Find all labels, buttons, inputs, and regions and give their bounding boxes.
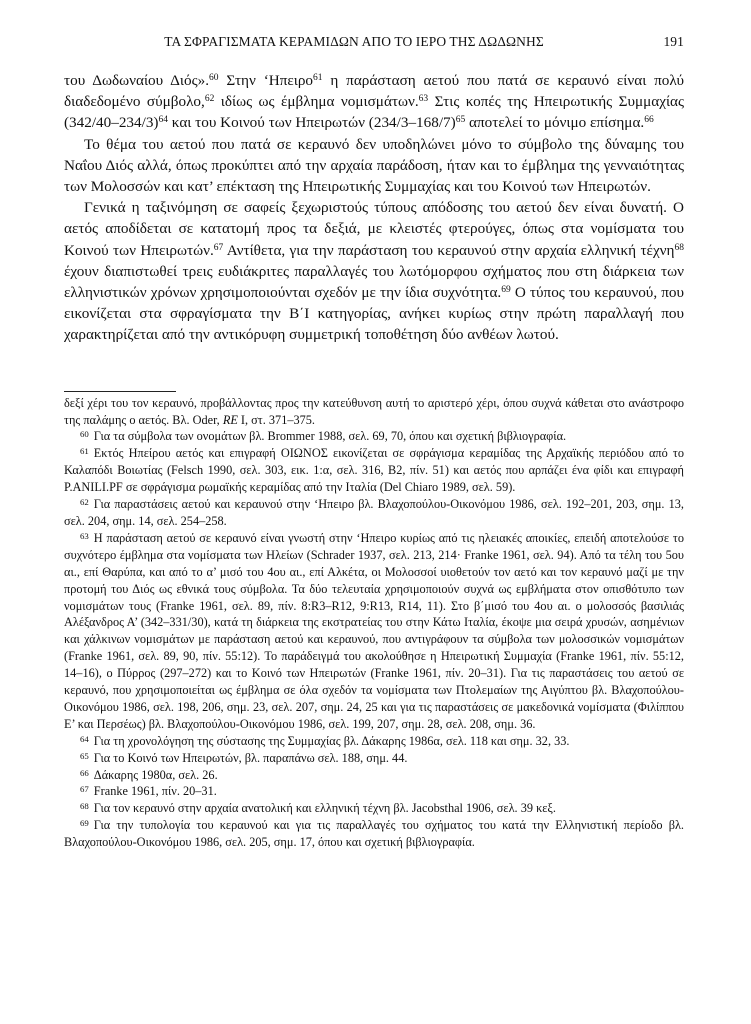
footnote-number-69: 69 bbox=[80, 818, 89, 829]
footnote-text-62: Για παραστάσεις αετού και κεραυνού στην ‘Ηπειρο βλ. Βλαχοπούλου-Οικονόμου 1986, σελ. 192–201, 203, σημ. 13, σελ. 204, σημ. 14, σελ. 254–258. bbox=[64, 497, 684, 528]
footnote-number-60: 60 bbox=[80, 429, 89, 440]
p1-text-7: αποτελεί το μόνιμο επίσημα. bbox=[465, 114, 645, 132]
footnote-63 bbox=[64, 530, 684, 733]
footnote-ref-61[interactable]: 61 bbox=[313, 73, 323, 83]
p1-text-2: Στην ‘Ηπειρο bbox=[218, 72, 314, 89]
fn-cont-text-1: δεξί χέρι του τον κεραυνό, προβάλλοντας προς την κατεύθυνση αυτή το αριστερό χέρι, όπου συχνά κάθεται στο ανάστροφο της παλάμης ο αετός. Βλ. Oder, bbox=[64, 395, 684, 427]
p3-text-1: Γενικά η ταξινόμηση σε σαφείς ξεχωριστούς τύπους απόδοσης του αετού δεν είναι δυνατή. Ο αετός αποδίδεται σε κατατομή προς τα δεξιά, με κλειστές φτερούγες, όπως στα νομίσματα του Κοινού των Ηπειρωτών. bbox=[64, 199, 684, 259]
footnotes bbox=[64, 395, 684, 851]
p1-text-6: και του Κοινού των Ηπειρωτών (234/3–168/7) bbox=[168, 114, 456, 132]
footnote-ref-66[interactable]: 66 bbox=[644, 115, 654, 126]
footnote-text-60: Για τα σύμβολα των ονομάτων βλ. Brommer 1988, σελ. 69, 70, όπου και σχετική βιβλιογραφία. bbox=[93, 429, 567, 444]
footnote-ref-68[interactable]: 68 bbox=[674, 242, 684, 253]
book-page bbox=[64, 34, 684, 851]
footnote-61 bbox=[64, 445, 684, 496]
footnote-number-66: 66 bbox=[80, 767, 89, 778]
main-text bbox=[64, 70, 684, 346]
footnote-text-66: Δάκαρης 1980α, σελ. 26. bbox=[93, 767, 218, 782]
footnote-ref-62[interactable]: 62 bbox=[204, 94, 215, 105]
footnote-text-64: Για τη χρονολόγηση της σύστασης της Συμμαχίας βλ. Δάκαρης 1986α, σελ. 118 και σημ. 32, 33. bbox=[93, 733, 570, 748]
paragraph-1 bbox=[64, 70, 684, 134]
footnote-text-61: Εκτός Ηπείρου αετός και επιγραφή ΟΙΩΝΟΣ εικονίζεται σε σφράγισμα κεραμίδας της Αρχαϊκής περιόδου από το Καλαπόδι Βοιωτίας (Felsch 1990, σελ. 303, εικ. 1:α, σελ. 316, Β2, πίν. 51) και αετός που αρπάζει ένα φίδι και επιγραφή P.ANILI.PF σε σφράγισμα ρωμαϊκής κεραμίδας από την Ιταλία (Del Chiaro 1989, σελ. 59). bbox=[64, 446, 684, 495]
footnote-number-61: 61 bbox=[80, 446, 89, 457]
footnote-separator bbox=[64, 391, 176, 392]
p3-text-4: Ο τύπος του κεραυνού, που εικονίζεται στα σφραγίσματα την Β΄Ι κατηγορίας, ανήκει κυρίως στην πρώτη παραλλαγή που χαρακτηρίζεται από την αντικόρυφη συμμετρική τοποθέτηση δύο ανθέων λωτού. bbox=[64, 284, 685, 344]
footnote-ref-65[interactable]: 65 bbox=[455, 115, 466, 126]
footnote-text-65: Για το Κοινό των Ηπειρωτών, βλ. παραπάνω σελ. 188, σημ. 44. bbox=[93, 750, 408, 765]
footnote-text-69: Για την τυπολογία του κεραυνού και για τις παραλλαγές του σχήματος του κατά την Ελληνιστική περίοδο βλ. Βλαχοπούλου-Οικονόμου 1986, σελ. 205, σημ. 17, όπου και σχετική βιβλιογραφία. bbox=[64, 818, 684, 850]
footnote-number-63: 63 bbox=[80, 530, 89, 541]
footnote-text-63: Η παράσταση αετού σε κεραυνό είναι γνωστή στην ‘Ηπειρο κυρίως από τις ηλειακές αποικίες, επειδή αποτελούσε το συχνότερο έμβλημα στα νομίσματα των Ηλείων (Schrader 1937, σελ. 213, 214· Franke 1961, σελ. 94). Από τα τέλη του 5ου αι., επί Θαρύπα, και από το α’ μισό του 4ου αι., επί Αλκέτα, οι Μολοσσοί υιοθετούν τον αετό και τον κεραυνό μαζί με την προτομή του Διός ως εθνικά τους σύμβολα. Τα δύο τελευταία χρησιμοποιούν συχνά ως εμβλήματα στον οπισθότυπο των νομισμάτων τους (Franke 1961, σελ. 89, πίν. 8:R3–R12, 9:R13, R14, 11). Στο β΄μισό του 4ου αι. ο μολοσσός βασιλιάς Αλέξανδρος Α’ (342–331/30), κατά τη διάρκεια της εκστρατείας του στην Κάτω Ιταλία, έκοψε μια σειρά χρυσών, ασημένιων και χάλκινων νομισμάτων με παράσταση αετού και κεραυνού, που αντιγράφουν τα σύμβολα των μολοσσικών νομισμάτων (Franke 1961, σελ. 89, 90, πίν. 55:12). Το παράδειγμά του ακολούθησε η Ηπειρωτική Συμμαχία (Franke 1961, πίν. 55:12, 14–16), ο Πύρρος (297–272) και το Κοινό των Ηπειρωτών (Franke 1961, πίν. 20–31). Για τις παραστάσεις του αετού σε κεραυνό, που χρησιμοποιείται ως έμβλημα σε όλα σχεδόν τα νομίσματα των Πτολεμαίων της Αιγύπτου βλ. Βλαχοπούλου-Οικονόμου 1986, σελ. 198, 206, σημ. 23, σελ. 207, σημ. 24, 25 και για τις παραστάσεις σε μακεδονικά νομίσματα (Φιλίππου Ε’ και Περσέως) βλ. Βλαχοπούλου-Οικονόμου 1986, σελ. 199, 207, σημ. 28, σελ. 208, σημ. 36. bbox=[64, 530, 684, 731]
running-head-title: ΤΑ ΣΦΡΑΓΙΣΜΑΤΑ ΚΕΡΑΜΙΔΩΝ ΑΠΟ ΤΟ ΙΕΡΟ ΤΗΣ ΔΩΔΩΝΗΣ bbox=[164, 34, 544, 49]
footnote-60 bbox=[64, 428, 684, 445]
footnote-62 bbox=[64, 496, 684, 530]
footnote-text-67: Franke 1961, πίν. 20–31. bbox=[93, 784, 217, 799]
footnote-ref-69[interactable]: 69 bbox=[501, 285, 511, 296]
fn-cont-text-2: I, στ. 371–375. bbox=[237, 412, 316, 427]
page-number: 191 bbox=[663, 34, 684, 49]
footnote-69 bbox=[64, 817, 684, 851]
p1-text-5: Στις κοπές της Ηπειρωτικής Συμμαχίας (342/40–234/3) bbox=[64, 93, 685, 132]
footnote-ref-63[interactable]: 63 bbox=[418, 94, 429, 105]
p1-text-1: του Δωδωναίου Διός». bbox=[64, 72, 210, 89]
footnote-66 bbox=[64, 767, 684, 784]
paragraph-3 bbox=[64, 197, 684, 345]
footnote-65 bbox=[64, 750, 684, 767]
footnote-number-68: 68 bbox=[80, 801, 89, 812]
footnote-number-62: 62 bbox=[80, 497, 89, 508]
footnote-number-64: 64 bbox=[80, 733, 89, 744]
p1-text-4: ιδίως ως έμβλημα νομισμάτων. bbox=[214, 93, 419, 111]
footnote-continuation bbox=[64, 395, 684, 429]
fn-cont-re: RE bbox=[222, 412, 238, 427]
p3-text-2: Αντίθετα, για την παράσταση του κεραυνού στην αρχαία ελληνική τέχνη bbox=[223, 241, 675, 259]
running-head bbox=[64, 34, 684, 56]
p1-text-3: η παράσταση αετού που πατά σε κεραυνό είναι πολύ διαδεδομένο σύμβολο, bbox=[64, 72, 684, 111]
paragraph-2: Το θέμα του αετού που πατά σε κεραυνό δεν υποδηλώνει μόνο το σύμβολο της δύναμης του Ναΐου Διός αλλά, όπως προκύπτει από την αρχαία παράδοση, ήταν και το έμβλημα της γενναιότητας των Μολοσσών και κατ’ επέκταση της Ηπειρωτικής Συμμαχίας και του Κοινού των Ηπειρωτών. bbox=[64, 135, 684, 196]
footnote-number-65: 65 bbox=[80, 750, 89, 761]
footnote-67 bbox=[64, 783, 684, 800]
footnote-68 bbox=[64, 800, 684, 817]
footnote-64 bbox=[64, 733, 684, 750]
footnote-ref-64[interactable]: 64 bbox=[158, 115, 168, 126]
footnote-ref-60[interactable]: 60 bbox=[209, 73, 219, 83]
footnote-ref-67[interactable]: 67 bbox=[213, 242, 224, 253]
footnote-text-68: Για τον κεραυνό στην αρχαία ανατολική και ελληνική τέχνη βλ. Jacobsthal 1906, σελ. 39 κεξ. bbox=[93, 801, 556, 816]
footnote-number-67: 67 bbox=[80, 784, 89, 795]
p3-text-3: έχουν διαπιστωθεί τρεις ευδιάκριτες παραλλαγές του λωτόμορφου σχήματος που στη διάρκεια των ελληνιστικών χρόνων χρησιμοποιούνται σχεδόν με την ίδια συχνότητα. bbox=[64, 262, 684, 302]
